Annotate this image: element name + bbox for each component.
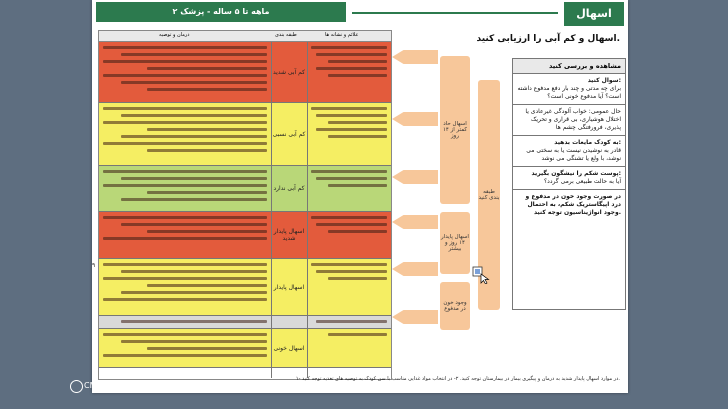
table-row (99, 42, 391, 103)
cursor-icon (472, 266, 490, 284)
treatment-cell (99, 166, 272, 211)
classification-cell: اسهال خونی (271, 329, 308, 367)
fluids-title: به کودک مایعات بدهید: (554, 139, 621, 146)
header-rule (352, 12, 558, 14)
flow-arrow (392, 262, 438, 276)
assessment-heading: مشاهده و بررسی کنید (513, 59, 625, 74)
classification-cell: کم آبی شدید (271, 42, 308, 102)
ask-body: برای چه مدتی و چند بار دفع مدفوع داشته است؟ آیا مدفوع خونی است؟ (517, 85, 621, 100)
assessment-note (513, 190, 625, 220)
col-treatment-header: درمان و توصیه (159, 32, 190, 38)
signs-cell (307, 166, 391, 211)
header-left-title: ۲ ماهه تا ۵ ساله - پزشک (96, 2, 346, 22)
table-row (99, 329, 391, 368)
classification-cell (271, 316, 308, 328)
page-footnote: ۱- در موارد اسهال پایدار شدید به درمان و پیگیری بیمار در بیمارستان توجه کنید. ۲- در انتخاب مواد غذایی مناسب با سن کودک به توصیه های تغذیه توجه کنید. (295, 376, 620, 382)
page-number: ۹ (92, 262, 96, 269)
signs-cell (307, 259, 391, 315)
document-page (92, 0, 628, 393)
look-body: حال عمومی: خواب آلودگی غیرعادی یا اختلال هوشیاری، بی قراری و تحریک پذیری، فرورفتگی چشم ها (525, 108, 621, 131)
table-row (99, 212, 391, 259)
treatment-cell (99, 316, 272, 328)
signs-cell (307, 103, 391, 165)
treatment-cell (99, 329, 272, 367)
watermark-text: CME_Birjand (84, 381, 134, 390)
assessment-skin-pinch (513, 167, 625, 190)
treatment-cell (99, 259, 272, 315)
flow-blood-in-stool: وجود خون در مدفوع (440, 282, 470, 330)
skin-body: آیا به حالت طبیعی برمی گردد؟ (543, 178, 621, 185)
page-header (92, 2, 628, 26)
col-classification-header: طبقه بندی (275, 32, 297, 38)
page-subtitle: اسهال و کم آبی را ارزیابی کنید. (476, 34, 620, 44)
flow-acute-diarrhea: اسهال حاد کمتر از ۱۴ روز (440, 56, 470, 204)
signs-cell (307, 316, 391, 328)
signs-cell (307, 329, 391, 367)
classification-cell: کم آبی نسبی (271, 103, 308, 165)
skin-title: پوست شکم را نیشگون بگیرید: (531, 170, 621, 177)
treatment-cell (99, 103, 272, 165)
table-header (99, 31, 391, 42)
assessment-fluids (513, 136, 625, 167)
table-row (99, 259, 391, 316)
fluids-body: قادر به نوشیدن نیست یا به سختی می نوشد، با ولع یا تشنگی می نوشد (526, 147, 621, 162)
assessment-panel (512, 58, 626, 310)
assessment-look (513, 105, 625, 136)
table-row (99, 166, 391, 212)
classification-cell: اسهال پایدار شدید (271, 212, 308, 258)
flow-arrow (392, 112, 438, 126)
treatment-cell (99, 212, 272, 258)
note-body: در صورت وجود خون در مدفوع و درد اپیگاستریک شکم، به احتمال وجود انواژیناسیون توجه کنید. (525, 193, 621, 216)
col-signs-header: علائم و نشانه ها (325, 32, 359, 38)
table-row (99, 103, 391, 166)
classification-cell: کم آبی ندارد (271, 166, 308, 211)
signs-cell (307, 212, 391, 258)
signs-cell (307, 42, 391, 102)
flow-classify: طبقه بندی کنید (478, 80, 500, 310)
classification-table (98, 30, 392, 380)
classification-cell: اسهال پایدار (271, 259, 308, 315)
treatment-cell (99, 42, 272, 102)
ask-title: سوال کنید: (587, 77, 621, 84)
assessment-ask (513, 74, 625, 105)
flow-persistent-diarrhea: اسهال پایدار ۱۴ روز و بیشتر (440, 212, 470, 274)
flow-arrow (392, 50, 438, 64)
table-row (99, 316, 391, 329)
flow-arrow (392, 170, 438, 184)
flow-arrow (392, 310, 438, 324)
flow-arrow (392, 215, 438, 229)
watermark-logo-icon (70, 380, 83, 393)
header-right-title: اسهال (564, 2, 624, 26)
